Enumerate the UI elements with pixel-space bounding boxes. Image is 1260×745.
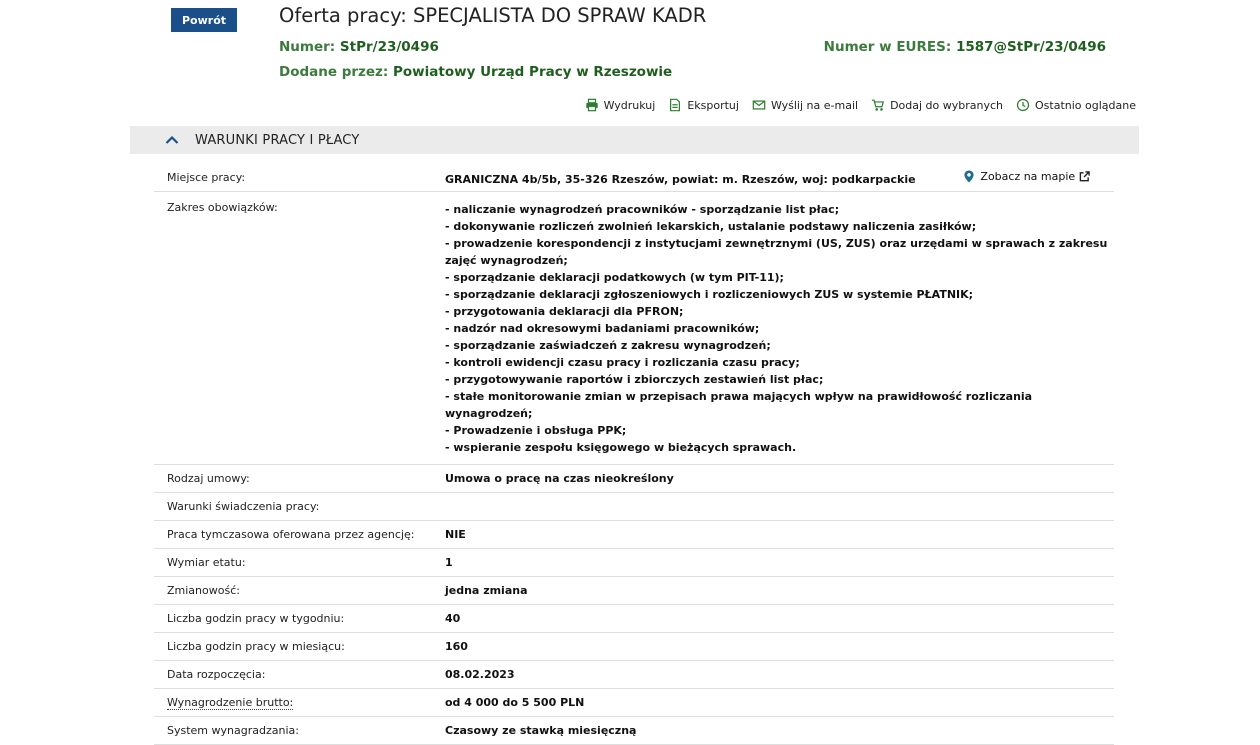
detail-row-work-conditions xyxy=(154,493,1114,521)
envelope-icon xyxy=(752,98,766,112)
add-to-favorites-label: Dodaj do wybranych xyxy=(890,98,1004,112)
detail-label: System wynagradzania: xyxy=(167,724,299,737)
detail-label: Praca tymczasowa oferowana przez agencję: xyxy=(167,528,415,541)
offer-number xyxy=(279,39,439,55)
print-label: Wydrukuj xyxy=(603,98,656,112)
detail-row-duties xyxy=(154,192,1114,465)
detail-label: Miejsce pracy: xyxy=(167,171,246,184)
eures-number-label: Numer w EURES: xyxy=(823,39,952,55)
detail-row-shifts xyxy=(154,577,1114,605)
duty-item: - nadzór nad okresowymi badaniami pracowników; xyxy=(445,322,760,335)
detail-value: NIE xyxy=(445,528,466,541)
detail-label: Warunki świadczenia pracy: xyxy=(167,500,320,513)
duties-list xyxy=(445,201,1114,456)
detail-row-start-date xyxy=(154,661,1114,689)
detail-value: jedna zmiana xyxy=(445,584,528,597)
section-title: WARUNKI PRACY I PŁACY xyxy=(195,132,360,148)
back-button[interactable]: Powrót xyxy=(171,8,237,32)
map-pin-icon xyxy=(963,170,975,183)
duty-item: - naliczanie wynagrodzeń pracowników - sporządzanie list płac; xyxy=(445,203,840,216)
detail-value: 1 xyxy=(445,556,453,569)
clock-icon xyxy=(1016,98,1030,112)
section-header-work-conditions[interactable] xyxy=(130,126,1139,154)
page-title: Oferta pracy: SPECJALISTA DO SPRAW KADR xyxy=(279,4,707,27)
duty-item: - kontroli ewidencji czasu pracy i rozliczania czasu pracy; xyxy=(445,356,800,369)
place-value: GRANICZNA 4b/5b, 35-326 Rzeszów, powiat: m. Rzeszów, woj: podkarpackie xyxy=(445,172,916,186)
recently-viewed-button[interactable] xyxy=(1016,98,1136,112)
detail-label: Zakres obowiązków: xyxy=(167,201,278,214)
detail-row-salary xyxy=(154,689,1114,717)
detail-value: Czasowy ze stawką miesięczną xyxy=(445,724,637,737)
details-list xyxy=(154,164,1114,745)
detail-label: Wymiar etatu: xyxy=(167,556,246,569)
printer-icon xyxy=(585,98,599,112)
detail-row-place xyxy=(154,164,1114,192)
detail-row-fte xyxy=(154,549,1114,577)
duty-item: - Prowadzenie i obsługa PPK; xyxy=(445,424,627,437)
duty-item: - wspieranie zespołu księgowego w bieżących sprawach. xyxy=(445,441,797,454)
added-by-label: Dodane przez: xyxy=(279,64,389,80)
detail-row-temp-agency xyxy=(154,521,1114,549)
duty-item: - stałe monitorowanie zmian w przepisach prawa mających wpływ na prawidłowość rozliczania wynagrodzeń; xyxy=(445,390,1033,420)
export-icon xyxy=(668,98,682,112)
offer-number-label: Numer: xyxy=(279,39,336,55)
duty-item: - przygotowania deklaracji dla PFRON; xyxy=(445,305,684,318)
detail-value: 08.02.2023 xyxy=(445,668,515,681)
detail-row-contract xyxy=(154,465,1114,493)
print-button[interactable] xyxy=(585,98,656,112)
detail-value: 160 xyxy=(445,640,468,653)
duty-item: - sporządzanie deklaracji zgłoszeniowych i rozliczeniowych ZUS w systemie PŁATNIK; xyxy=(445,288,974,301)
chevron-up-icon[interactable] xyxy=(164,132,180,148)
detail-label xyxy=(154,696,445,709)
duty-item: - sporządzanie deklaracji podatkowych (w tym PIT-11); xyxy=(445,271,784,284)
detail-label: Zmianowość: xyxy=(167,584,240,597)
added-by-value: Powiatowy Urząd Pracy w Rzeszowie xyxy=(393,64,673,80)
added-by xyxy=(279,64,672,80)
detail-value: od 4 000 do 5 500 PLN xyxy=(445,696,585,709)
duty-item: - przygotowywanie raportów i zbiorczych zestawień list płac; xyxy=(445,373,824,386)
detail-value: 40 xyxy=(445,612,461,625)
email-button[interactable] xyxy=(752,98,858,112)
detail-row-hours-month xyxy=(154,633,1114,661)
detail-label: Data rozpoczęcia: xyxy=(167,668,266,681)
offer-number-value: StPr/23/0496 xyxy=(339,39,439,55)
salary-tooltip-term[interactable]: Wynagrodzenie brutto: xyxy=(167,696,294,709)
email-label: Wyślij na e-mail xyxy=(770,98,859,112)
map-link-label: Zobacz na mapie xyxy=(980,169,1076,183)
detail-label: Liczba godzin pracy w tygodniu: xyxy=(167,612,345,625)
detail-value xyxy=(445,170,1114,186)
duty-item: - sporządzanie zaświadczeń z zakresu wynagrodzeń; xyxy=(445,339,771,352)
cart-icon xyxy=(871,98,885,112)
detail-label: Rodzaj umowy: xyxy=(167,472,250,485)
detail-label: Liczba godzin pracy w miesiącu: xyxy=(167,640,345,653)
duty-item: - prowadzenie korespondencji z instytucjami zewnętrznymi (US, ZUS) oraz urzędami w sprawach z zakresu zajęć wynagrodzeń; xyxy=(445,237,1108,267)
export-button[interactable] xyxy=(668,98,739,112)
recently-viewed-label: Ostatnio oglądane xyxy=(1035,98,1136,112)
eures-number xyxy=(824,39,1106,55)
eures-number-value: 1587@StPr/23/0496 xyxy=(955,39,1106,55)
action-toolbar xyxy=(572,98,1136,112)
detail-row-hours-week xyxy=(154,605,1114,633)
map-link[interactable] xyxy=(963,170,1090,183)
add-to-favorites-button[interactable] xyxy=(871,98,1003,112)
external-link-icon xyxy=(1079,171,1090,182)
duty-item: - dokonywanie rozliczeń zwolnień lekarskich, ustalanie podstawy naliczenia zasiłków; xyxy=(445,220,977,233)
detail-row-pay-system xyxy=(154,717,1114,745)
detail-value: Umowa o pracę na czas nieokreślony xyxy=(445,472,674,485)
export-label: Eksportuj xyxy=(687,98,739,112)
